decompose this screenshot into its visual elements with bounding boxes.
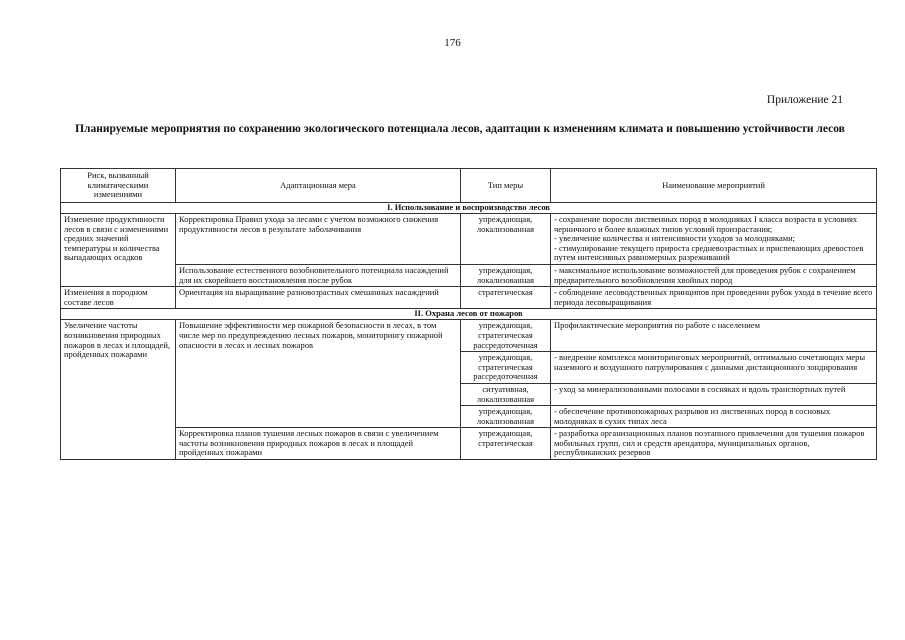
table-row	[61, 287, 877, 309]
measure-cell: Корректировка Правил ухода за лесами с учетом возможного снижения продуктивности лесов в результате заболачивания	[176, 214, 461, 265]
type-cell: упреждающая, локализованная	[461, 214, 551, 265]
section-title: II. Охрана лесов от пожаров	[61, 309, 877, 320]
appendix-label: Приложение 21	[766, 94, 843, 106]
actions-cell: Профилактические мероприятия по работе с населением	[551, 320, 877, 352]
section-row	[61, 203, 877, 214]
actions-cell: - уход за минерализованными полосами в сосняках и вдоль транспортных путей	[551, 383, 877, 405]
type-cell: упреждающая, локализованная	[461, 406, 551, 428]
type-cell: ситуативная, локализованная	[461, 383, 551, 405]
actions-cell: - сохранение поросли лиственных пород в молодняках I класса возраста в условиях черничного и более влажных типов условий произрастания; - увеличение количества и интенсивности уходов за молодняками; - стимулирование текущего прироста средневозрастных и приспевающих древостоев путем интенсивных равномерных разреживаний	[551, 214, 877, 265]
page-number: 176	[444, 37, 461, 49]
header-measure: Адаптационная мера	[176, 169, 461, 203]
document-title: Планируемые мероприятия по сохранению экологического потенциала лесов, адаптации к изменениям климата и повышению устойчивости лесов	[75, 123, 845, 135]
section-title: I. Использование и воспроизводство лесов	[61, 203, 877, 214]
risk-cell: Изменения в породном составе лесов	[61, 287, 176, 309]
measures-table	[60, 168, 877, 460]
type-cell: упреждающая, локализованная	[461, 264, 551, 286]
actions-cell: - максимальное использование возможностей для проведения рубок с сохранением предварительного возобновления хвойных пород	[551, 264, 877, 286]
type-cell: упреждающая, стратегическая рассредоточенная	[461, 320, 551, 352]
section-row	[61, 309, 877, 320]
header-risk: Риск, вызванный климатическими изменениями	[61, 169, 176, 203]
type-cell: стратегическая	[461, 287, 551, 309]
measure-cell: Корректировка планов тушения лесных пожаров в связи с увеличением частоты возникновения природных пожаров в лесах и площадей пройденных пожарами	[176, 428, 461, 460]
table-header-row	[61, 169, 877, 203]
actions-cell: - обеспечение противопожарных разрывов из лиственных пород в сосновых молодняках в сухих типах леса	[551, 406, 877, 428]
header-actions: Наименование мероприятий	[551, 169, 877, 203]
table-row	[61, 428, 877, 460]
measure-cell: Использование естественного возобновительного потенциала насаждений для их скорейшего восстановления после рубок	[176, 264, 461, 286]
measure-cell: Ориентация на выращивание разновозрастных смешанных насаждений	[176, 287, 461, 309]
type-cell: упреждающая, стратегическая рассредоточенная	[461, 352, 551, 384]
type-cell: упреждающая, стратегическая	[461, 428, 551, 460]
risk-cell: Изменение продуктивности лесов в связи с изменениями средних значений температуры и количества выпадающих осадков	[61, 214, 176, 287]
header-type: Тип меры	[461, 169, 551, 203]
table-row	[61, 264, 877, 286]
measure-cell: Повышение эффективности мер пожарной безопасности в лесах, в том числе мер по предупреждению лесных пожаров, мониторингу пожарной опасности в лесах и лесных пожаров	[176, 320, 461, 428]
actions-cell: - соблюдение лесоводственных принципов при проведении рубок ухода в течение всего периода лесовыращивания	[551, 287, 877, 309]
table-row	[61, 214, 877, 265]
actions-cell: - разработка организационных планов поэтапного привлечения для тушения пожаров мобильных групп, сил и средств арендатора, муниципальных органов, республиканских резервов	[551, 428, 877, 460]
actions-cell: - внедрение комплекса мониторинговых мероприятий, оптимально сочетающих меры наземного и воздушного патрулирования с данными дистанционного зондирования	[551, 352, 877, 384]
table-row	[61, 320, 877, 352]
risk-cell: Увеличение частоты возникновения природных пожаров в лесах и площадей, пройденных пожарами	[61, 320, 176, 460]
